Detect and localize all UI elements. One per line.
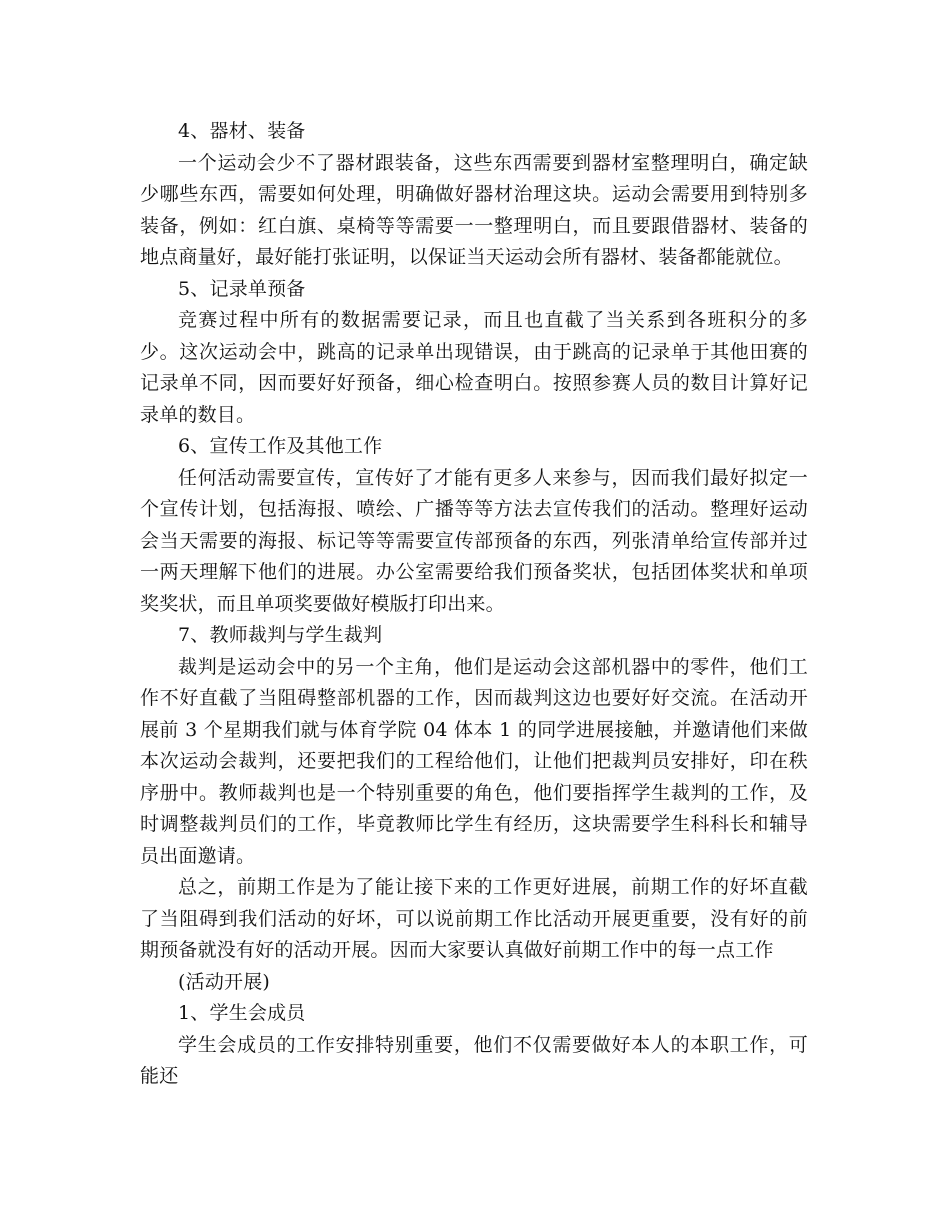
section-heading-record-sheets: 5、记录单预备 [178,277,306,300]
section-label-activity: (活动开展) [178,970,271,993]
section-heading-publicity: 6、宣传工作及其他工作 [178,435,383,457]
section-heading-student-union: 1、学生会成员 [178,1002,306,1024]
paragraph-summary: 总之，前期工作是为了能让接下来的工作更好进展，前期工作的好坏直截了当阻碍到我们活动的好坏，可以说前期工作比活动开展更重要，没有好的前期预备就没有好的活动开展。因而大家要认真做好前期工作中的每一点工作 [140,876,808,961]
paragraph-equipment: 一个运动会少不了器材跟装备，这些东西需要到器材室整理明白，确定缺少哪些东西，需要如何处理，明确做好器材治理这块。运动会需要用到特别多装备，例如：红白旗、桌椅等等需要一一整理明白，而且要跟借器材、装备的地点商量好，最好能打张证明，以保证当天运动会所有器材、装备都能就位。 [140,151,808,268]
paragraph-publicity: 任何活动需要宣传，宣传好了才能有更多人来参与，因而我们最好拟定一个宣传计划，包括海报、喷绘、广播等等方法去宣传我们的活动。整理好运动会当天需要的海报、标记等等需要宣传部预备的东西，列张清单给宣传部并过一两天理解下他们的进展。办公室需要给我们预备奖状，包括团体奖状和单项奖奖状，而且单项奖要做好模版打印出来。 [140,466,808,615]
paragraph-student-union: 学生会成员的工作安排特别重要，他们不仅需要做好本人的本职工作，可能还 [140,1033,808,1087]
paragraph-record-sheets: 竞赛过程中所有的数据需要记录，而且也直截了当关系到各班积分的多少。这次运动会中，跳高的记录单出现错误，由于跳高的记录单于其他田赛的记录单不同，因而要好好预备，细心检查明白。按照参赛人员的数目计算好记录单的数目。 [140,309,808,426]
section-heading-referees: 7、教师裁判与学生裁判 [178,624,383,646]
paragraph-referees: 裁判是运动会中的另一个主角，他们是运动会这部机器中的零件，他们工作不好直截了当阻碍整部机器的工作，因而裁判这边也要好好交流。在活动开展前 3 个星期我们就与体育学院 04 体本 1 的同学进展接触，并邀请他们来做本次运动会裁判，还要把我们的工程给他们，让他们把裁判员安排好，印在秩序册中。教师裁判也是一个特别重要的角色，他们要指挥学生裁判的工作，及时调整裁判员们的工作，毕竟教师比学生有经历，这块需要学生科科长和辅导员出面邀请。 [140,655,808,867]
section-heading-equipment: 4、器材、装备 [178,120,306,142]
document-page [140,116,808,1093]
